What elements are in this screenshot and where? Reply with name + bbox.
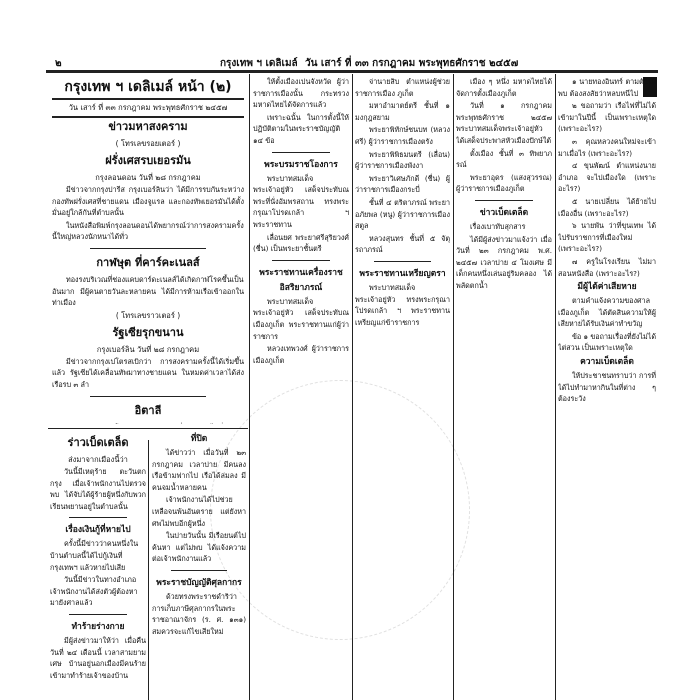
running-date: วัน เสาร์ ที่ ๓๓ กรกฎาคม พระพุทธศักราช ๒๔๕๗ [305,58,519,69]
divider [90,248,205,249]
column-divider [249,74,250,700]
paragraph: เลื่อนยศ พระยาศรีสุริยวงศ์ (ชื่น) เป็นพระยาชั้นตรี [253,232,349,254]
subheadline: พระราชบัญญัติศุลกากร [156,577,242,588]
divider [272,260,330,261]
dateline: ( โทรเลขราวเตอร์ ) [115,310,181,320]
subheadline: ความเบ็ดเตล็ด [580,357,634,368]
page-number: ๒ [55,58,62,69]
subheadline: มีผู้ได้ค่าเสียหาย [577,282,637,293]
column-questions [558,76,656,700]
paragraph: พระยาวิเศษภักดี (ชื่น) ผู้ว่าราชการเมืองกระบี่ [355,173,450,195]
column-news [456,76,552,700]
paragraph: ได้ข่าวว่า เมื่อวันที่ ๒๓ กรกฎาคม เวลาบ่าย มีคนลงเรือข้ามฟากไป เรือได้ล่มลง มีคนจมน้ำหลายคน [152,448,246,492]
headline: กาฬษุต ที่คาร์คะเนลส์ [96,255,200,269]
paragraph: ในหนังสือพิมพ์กรุงลอนดอนได้พยากรณ์ว่าการสงครามครั้งนี้ใหญ่หลวงนักหนาได้ทั่ว [52,220,244,242]
paragraph: มีผู้ส่งข่าวมาให้ว่า เมื่อคืนวันที่ ๒๔ เดือนนี้ เวลาสามยามเศษ บ้านอยู่นอกเมืองมีคนร้ายเข้ามาทำร้ายเจ้าของบ้าน [50,635,146,680]
headline: ข่าวมหาสงคราม [108,120,188,133]
paragraph: ๓ คุณหลวงคนใหม่จะเข้ามาเมื่อไร (เพราะอะไร?) [558,136,656,158]
column-divider [453,74,454,700]
paragraph: ๕ นายเปลี่ยน ได้ย้ายไปเมืองอื่น (เพราะอะไร?) [558,196,656,218]
paragraph: มีข่าวจากกรุงปารีส กรุงเบอร์ลินว่า ได้มีการรบกันระหว่างกองทัพฝรั่งเศสที่ชายแดน เมืองจูแรล และกองทัพเยอรมันได้ตั้งมั่นอยู่ใกล้กันที่ตำบลนั้น [52,185,244,218]
masthead-title: กรุงเทพ ฯ เดลิเมล์ หน้า (๒) [52,76,244,100]
divider [90,396,205,397]
paragraph: ได้มีผู้ส่งข่าวมาแจ้งว่า เมื่อวันที่ ๒๓ กรกฎาคม พ.ศ. ๒๔๕๗ เวลาบ่าย ๔ โมงเศษ มีเด็กคนหนึ่งเล่นอยู่ริมคลอง ได้พลัดตกน้ำ [456,234,552,290]
paragraph: พระบาทสมเด็จพระเจ้าอยู่หัว เสด็จประทับณ เมืองภูเก็ต พระราชทานแก่ผู้ว่าราชการ [253,296,349,341]
paragraph: ข้อ ๑ ขอถามเรื่องที่ยังไม่ได้ไต่สวน เป็นเพราะเหตุใด [558,331,656,353]
headline: รัฐเซียรุกขนาน [112,325,184,339]
column-local-news [50,432,146,700]
dateline: กรุงเบอร์ลิน วันที่ ๒๘ กรกฎาคม [96,344,200,354]
header-rule [46,70,658,73]
headline: อิตาลี [134,403,162,417]
paragraph: ๑ นายทองอินทร์ ตามตัวไม่พบ ต้องสงสัยว่าหลบหนีไป [558,77,656,98]
paragraph: ครั้งนี้มีข่าวว่าคนหนึ่งในบ้านตำบลนี้ได้ไปกู้เงินที่กรุงเทพฯ แล้วหายไปเสีย [50,539,139,572]
subheadline: พระบรมราชโองการ [264,159,338,170]
column-divider [555,74,556,700]
dateline: ส่งมาจากเมืองนี้ว่า [68,455,128,464]
paragraph: ๖ นายพัน ว่าที่ขุนเทพ ได้ไปรับราชการที่เมืองใหม่ (เพราะอะไร?) [558,221,656,254]
paragraph: ให้ประชาชนทราบว่า การที่ได้ไปทำมาหากินในที่ต่าง ๆ ต้องระวัง [558,371,656,404]
paragraph [52,422,244,424]
paragraph: ด้วยทรงพระราชดำริว่า การเก็บภาษีศุลกากรในพระราชอาณาจักร (ร. ศ. ๑๓๑) สมควรจะแก้ไขเสียใหม่ [152,591,246,636]
paragraph: ๔ ขุนพัฒน์ ตำแหน่งนายอำเภอ จะไปเมืองใด (เพราะอะไร?) [558,161,656,194]
divider [475,200,533,201]
paragraph: พระบาทสมเด็จพระเจ้าอยู่หัว เสด็จประทับณพระที่นั่งอัมพรสถาน ทรงพระกรุณาโปรดเกล้า ฯ พระราชทาน [253,173,349,229]
paragraph: ในบ่ายวันนั้น มีเรือยนต์ไปค้นหา แต่ไม่พบ ได้แจ้งความต่อเจ้าพนักงานแล้ว [152,531,246,564]
paragraph: ทองรงบริเวณที่ช่องแคบดาร์ดะเนลส์ได้เกิดกาฬโรคขึ้นเป็นอันมาก มีผู้คนตายวันละหลายคน ได้มีการห้ามเรือเข้าออกในท่าเมือง [52,274,244,308]
divider [69,614,127,615]
column-misc-news [152,432,246,700]
paragraph: ๗ ครูในโรงเรียน ไม่มาสอนหนังสือ (เพราะอะไร?) [558,256,656,278]
masthead [52,76,244,118]
paragraph: เจ้าพนักงานได้ไปช่วยเหลือจนพ้นอันตราย แต่ยังหาศพไม่พบอีกผู้หนึ่ง [152,495,246,528]
paragraph: พระบาทสมเด็จพระเจ้าอยู่หัว ทรงพระกรุณาโปรดเกล้า ฯ พระราชทานเหรียญแก่ข้าราชการ [355,282,450,327]
paragraph: เมือง ๆ หนึ่ง มหาดไทยได้จัดการตั้งเมืองภูเก็ต [456,77,552,98]
paragraph: ชั้นที่ ๔ ตริตาภรณ์ พระยาอภัยพล (หนู) ผู้ว่าราชการเมืองสตูล [355,197,450,231]
divider [171,570,227,571]
column-appointments-2 [355,76,450,700]
subheadline: พระราชทานเหรียญตรา [359,268,446,279]
paragraph: วันนี้มีข่าวในทางอำเภอ เจ้าพนักงานได้ส่งตัวผู้ต้องหามายังศาลแล้ว [50,575,138,608]
paragraph: เพราะฉนั้น ในการตั้งนี้ให้ปฏิบัติตามในพระราชบัญญัติ ๑๔ ข้อ [253,112,349,145]
paragraph: ๒ ขอถามว่า เรือไฟที่ไม่ได้เข้ามาในปีนี้ เป็นเพราะเหตุใด (เพราะอะไร?) [558,101,656,134]
paragraph: หลวงสุนทร ชั้นที่ ๕ จัตุรถาภรณ์ [355,233,450,255]
divider [69,517,127,518]
running-title: กรุงเทพ ฯ เดลิเมล์ [220,58,298,69]
paragraph: วันนี้มีเหตุร้าย ตะวันตก กรุง เมื่อเจ้าพนักงานไปตรวจพบ ได้จับได้ผู้ร้ายผู้หนึ่งกับพวก เรียนพยานอยู่ในตำบลนั้น [50,467,146,511]
subheadline: เรื่องเงินกู้ที่หายไป [65,525,131,536]
divider [272,152,330,153]
paragraph: หลวงเทพวงศ์ ผู้ว่าราชการเมืองภูเก็ต [253,344,349,365]
subheadline: ทำร้ายร่างกาย [71,621,125,632]
column-war-news [52,116,244,424]
subheadline: พระราชทานเครื่องราชอิสริยาภรณ์ [259,267,343,293]
masthead-date: วัน เสาร์ ที่ ๓๓ กรกฎาคม พระพุทธศักราช ๒๔๕๗ [52,100,244,118]
divider [374,261,431,262]
column-appointments-1 [253,76,349,700]
subheadline: ที่ปิด [190,434,208,444]
subheadline: ข่าวเบ็ดเตล็ด [479,207,529,218]
paragraph: พระยาอุดร (แสงสุวรรณ) ผู้ว่าราชการเมืองภูเก็ต [456,172,552,194]
dateline: กรุงลอนดอน วันที่ ๒๘ กรกฎาคม [95,173,201,182]
paragraph: ให้ตั้งเมืองเปนจังหวัด ผู้ว่าราชการเมืองนั้น กระทรวงมหาดไทยได้จัดการแล้ว [253,77,349,110]
paragraph: ตั้งเมือง ชั้นที่ ๓ ทิพยาภรณ์ [456,148,552,170]
paragraph: มหาอำมาตย์ตรี ชั้นที่ ๑ มงกุฎสยาม [355,101,450,122]
headline: ฝรั่งเศสรบเยอรมัน [105,154,191,167]
column-divider [148,440,149,700]
paragraph: ตามคำแจ้งความของศาลเมืองภูเก็ต ได้ตัดสินความให้ผู้เสียหายได้รับเงินค่าทำขวัญ [558,296,656,329]
paragraph: มีข่าวจากกรุงเปโตรสเบิกว่า การสงครามครั้งนี้ได้เริ่มขึ้นแล้ว รัฐเซียได้เคลื่อนทัพมาทางชายแดน ในหมดค่าเวลาได้ส่งเรือรบ ๓ ลำ [52,356,244,389]
column-divider [352,74,353,700]
paragraph: เรื่องเบาทับสุกสาร [470,221,526,231]
paragraph: พระยาพิพิธมนตรี (เลื่อน) ผู้ว่าราชการเมืองพังงา [355,149,450,171]
paragraph: จ่านายสิบ ตำแหน่งผู้ช่วยราชการเมือง ภูเก็ต [355,77,450,98]
headline: ร่าวเบ็ดเตล็ด [67,436,129,449]
paragraph: วันที่ ๑ กรกฎาคม พระพุทธศักราช ๒๔๕๗ พระบาทสมเด็จพระเจ้าอยู่หัว ได้เสด็จประพาสหัวเมืองปักษ์ใต้ [456,101,552,145]
divider [48,428,248,429]
paragraph: พระยาพิทักษ์ชนบท (หลวงศรี) ผู้ว่าราชการเมืองตรัง [355,125,450,146]
dateline: ( โทรเลขรอยเตอร์ ) [115,139,181,148]
